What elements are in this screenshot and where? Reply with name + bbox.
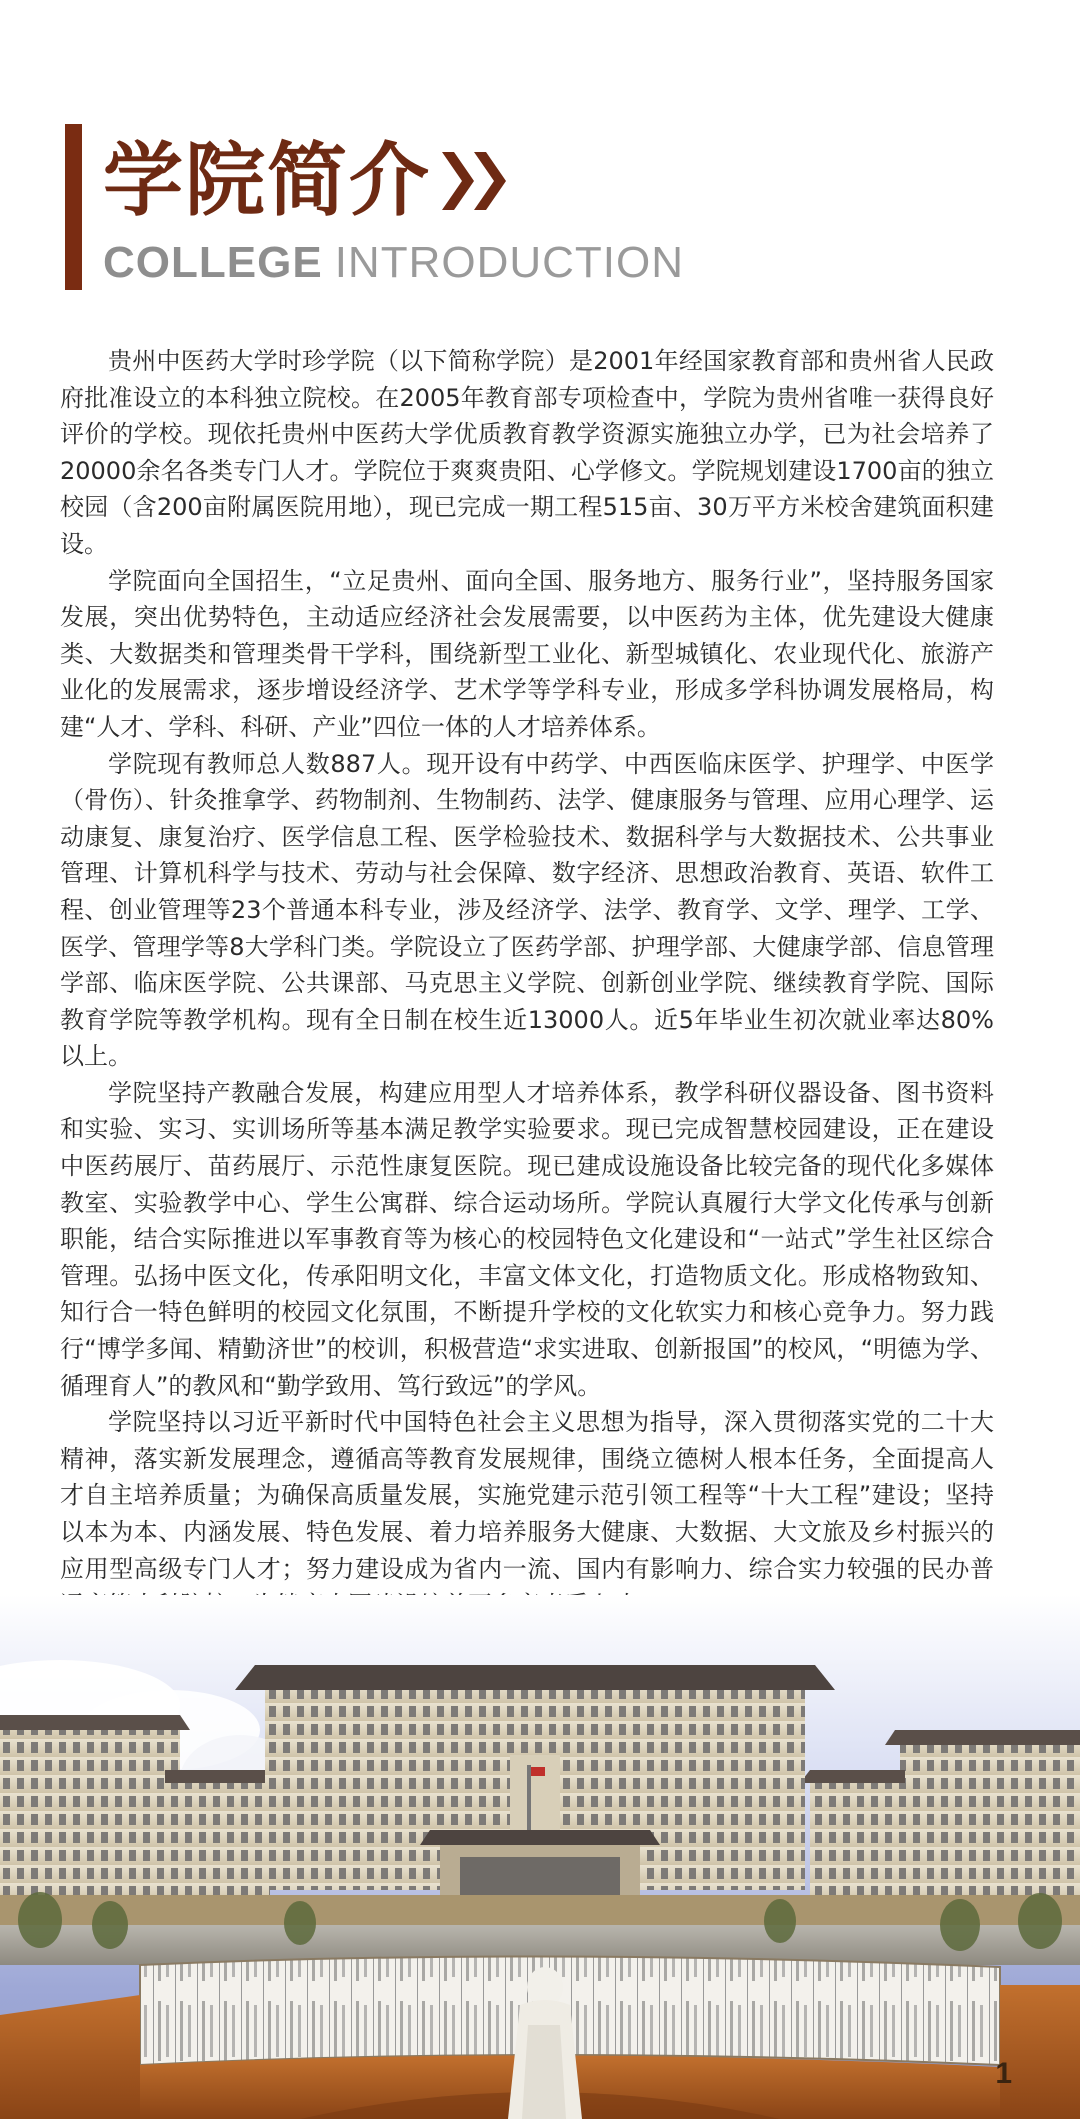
page-subtitle bbox=[103, 236, 684, 290]
intro-paragraph-2: 学院面向全国招生，“立足贵州、面向全国、服务地方、服务行业”，坚持服务国家发展，突出优势特色，主动适应经济社会发展需要，以中医药为主体，优先建设大健康类、大数据类和管理类骨干学科，围绕新型工业化、新型城镇化、农业现代化、旅游产业化的发展需求，逐步增设经济学、艺术学等学科专业，形成多学科协调发展格局，构建“人才、学科、科研、产业”四位一体的人才培养体系。 bbox=[60, 566, 994, 741]
intro-paragraph-3: 学院现有教师总人数887人。现开设有中药学、中西医临床医学、护理学、中医学（骨伤）、针灸推拿学、药物制剂、生物制药、法学、健康服务与管理、应用心理学、运动康复、康复治疗、医学信息工程、医学检验技术、数据科学与大数据技术、公共事业管理、计算机科学与技术、劳动与社会保障、数字经济、思想政治教育、英语、软件工程、创业管理等23个普通本科专业，涉及经济学、法学、教育学、文学、理学、工学、医学、管理学等8大学科门类。学院设立了医药学部、护理学部、大健康学部、信息管理学部、临床医学院、公共课部、马克思主义学院、创新创业学院、继续教育学院、国际教育学院等教学机构。现有全日制在校生近13000人。近5年毕业生初次就业率达80%以上。 bbox=[60, 749, 994, 1071]
intro-paragraph-5: 学院坚持以习近平新时代中国特色社会主义思想为指导，深入贯彻落实党的二十大精神，落实新发展理念，遵循高等教育发展规律，围绕立德树人根本任务，全面提高人才自主培养质量；为确保高质量发展，实施党建示范引领工程等“十大工程”建设；坚持以本为本、内涵发展、特色发展、着力培养服务大健康、大数据、大文旅及乡村振兴的应用型高级专门人才；努力建设成为省内一流、国内有影响力、综合实力较强的民办普 bbox=[60, 1408, 994, 1583]
page-number: 1 bbox=[995, 2057, 1012, 2090]
title-accent-bar bbox=[65, 124, 82, 290]
campus-photo bbox=[0, 1595, 1080, 2119]
intro-body bbox=[60, 343, 994, 1624]
subtitle-bold: COLLEGE bbox=[103, 238, 323, 287]
page-title: 学院简介 bbox=[103, 134, 431, 227]
double-chevron-right-icon bbox=[440, 146, 512, 216]
subtitle-light: INTRODUCTION bbox=[334, 238, 684, 287]
intro-paragraph-1: 贵州中医药大学时珍学院（以下简称学院）是2001年经国家教育部和贵州省人民政府批准设立的本科独立院校。在2005年教育部专项检查中，学院为贵州省唯一获得良好评价的学校。现依托贵州中医药大学优质教育教学资源实施独立办学，已为社会培养了20000余名各类专门人才。学院位于爽爽贵阳、心学修文。学院规划建设1700亩的独立校园（含200亩附属医院用地），现已完成一期工程515亩、30万平方米校舍建筑面积建设。 bbox=[60, 347, 994, 558]
intro-paragraph-4: 学院坚持产教融合发展，构建应用型人才培养体系，教学科研仪器设备、图书资料和实验、实习、实训场所等基本满足教学实验要求。现已完成智慧校园建设，正在建设中医药展厅、苗药展厅、示范性康复医院。现已建成设施设备比较完备的现代化多媒体教室、实验教学中心、学生公寓群、综合运动场所。学院认真履行大学文化传承与创新职能，结合实际推进以军事教育等为核心的校园特色文化建设和“一站式”学生社区综合管理。弘扬中医文化，传承阳明文化，丰富文体文化，打造物质文化。形成格物致知、知行合一特色鲜明的校园文化氛围，不断提升学校的文化软实力和核心竞争力。努力践行“博学多闻、精勤济世”的校训，积极营造“求实进取、创新报国”的校风，“明德为学、循理育人”的教风和“勤学致用、笃行致远”的学风。 bbox=[60, 1078, 994, 1400]
